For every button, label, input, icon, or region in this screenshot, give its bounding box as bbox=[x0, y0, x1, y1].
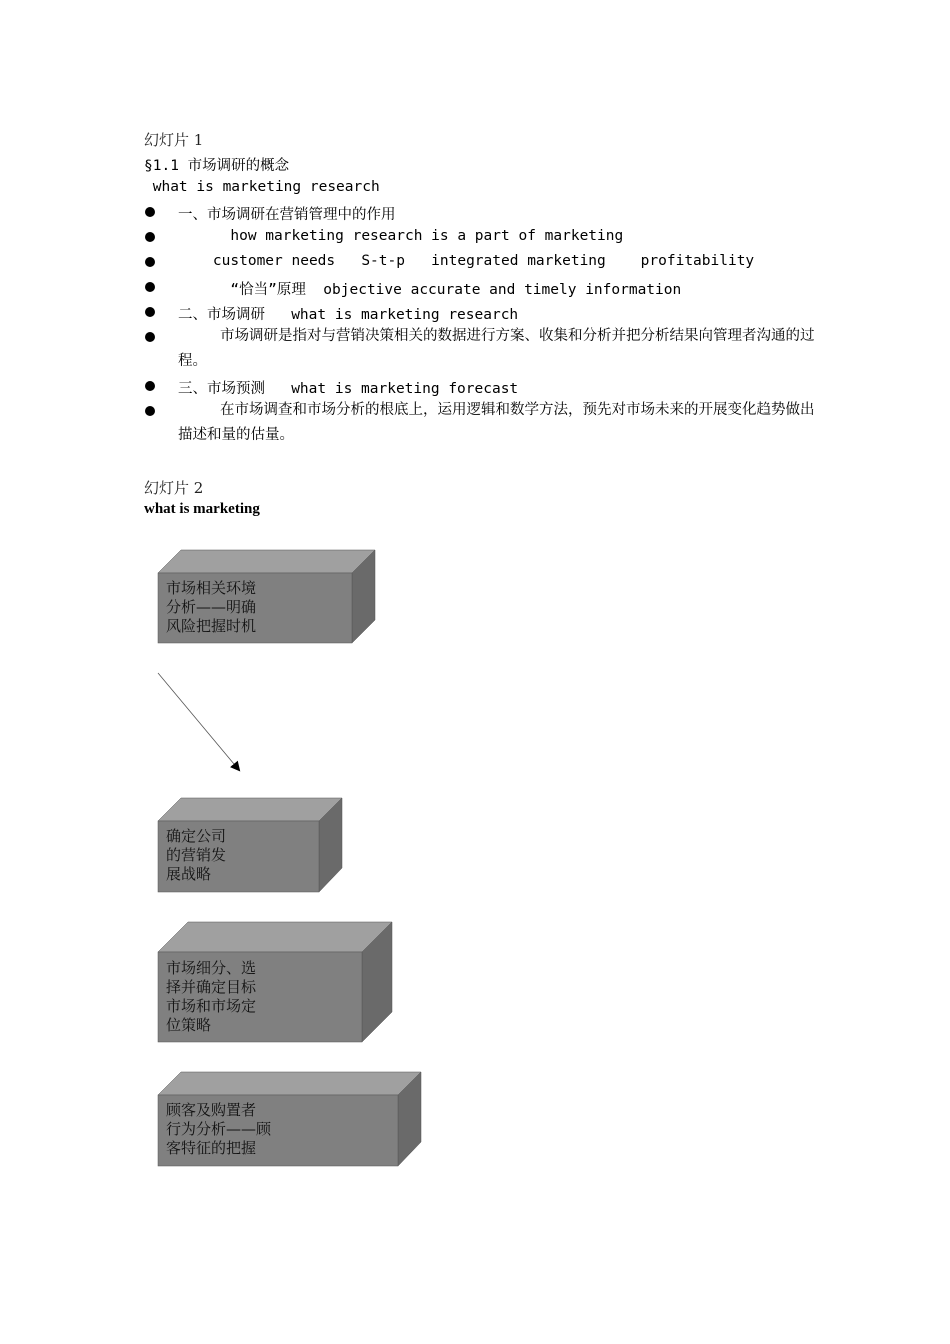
bullet-item: “恰当”原理 objective accurate and timely information bbox=[178, 282, 682, 298]
bullet-item: customer needs S-t-p integrated marketing profitability bbox=[178, 253, 755, 269]
bullet-icon bbox=[145, 207, 155, 217]
bullet-item: 在市场调查和市场分析的根底上，运用逻辑和数学方法，预先对市场未来的开展变化趋势做出描述和量的估量。 bbox=[178, 402, 815, 443]
box-text-line: 市场细分、选 bbox=[166, 959, 257, 977]
box-text-line: 市场相关环境 bbox=[166, 579, 257, 597]
box-marketing-strategy bbox=[158, 798, 344, 893]
box-text-line: 的营销发 bbox=[166, 846, 227, 864]
bullet-icon bbox=[145, 282, 155, 292]
bullet-icon bbox=[145, 307, 155, 317]
box-text-line: 市场和市场定 bbox=[166, 997, 257, 1015]
bullet-icon bbox=[145, 406, 155, 416]
bullet-item: 市场调研是指对与营销决策相关的数据进行方案、收集和分析并把分析结果向管理者沟通的过程。 bbox=[178, 328, 815, 369]
box-text-line: 展战略 bbox=[166, 865, 212, 883]
bullet-icon bbox=[145, 257, 155, 267]
bullet-icon bbox=[145, 332, 155, 342]
box-segmentation bbox=[158, 922, 394, 1044]
bullet-item: 三、市场预测 what is marketing forecast bbox=[178, 381, 519, 397]
bullet-item: 二、市场调研 what is marketing research bbox=[178, 307, 519, 323]
slide-1-title: §1.1 市场调研的概念 bbox=[144, 158, 290, 174]
slide-2-title: what is marketing bbox=[144, 501, 260, 517]
bullet-icon bbox=[145, 232, 155, 242]
box-customer-behavior bbox=[158, 1072, 423, 1168]
box-text-line: 顾客及购置者 bbox=[166, 1101, 257, 1119]
box-text-line: 行为分析——顾 bbox=[166, 1120, 272, 1138]
bullet-icon bbox=[145, 381, 155, 391]
box-text-line: 择并确定目标 bbox=[166, 978, 257, 996]
box-text-line: 位策略 bbox=[166, 1016, 212, 1034]
box-text-line: 分析——明确 bbox=[166, 598, 257, 616]
bullet-item: 一、市场调研在营销管理中的作用 bbox=[178, 207, 396, 223]
box-text-line: 客特征的把握 bbox=[166, 1139, 257, 1157]
box-text-line: 风险把握时机 bbox=[166, 617, 257, 635]
slide-1-subtitle: what is marketing research bbox=[144, 179, 380, 195]
slide-1-label: 幻灯片 1 bbox=[144, 131, 204, 149]
bullet-item: how marketing research is a part of marketing bbox=[178, 228, 624, 244]
flow-arrow bbox=[150, 665, 250, 780]
slide-2-label: 幻灯片 2 bbox=[144, 479, 204, 497]
box-text-line: 确定公司 bbox=[166, 827, 227, 845]
box-environment-analysis bbox=[158, 550, 378, 645]
